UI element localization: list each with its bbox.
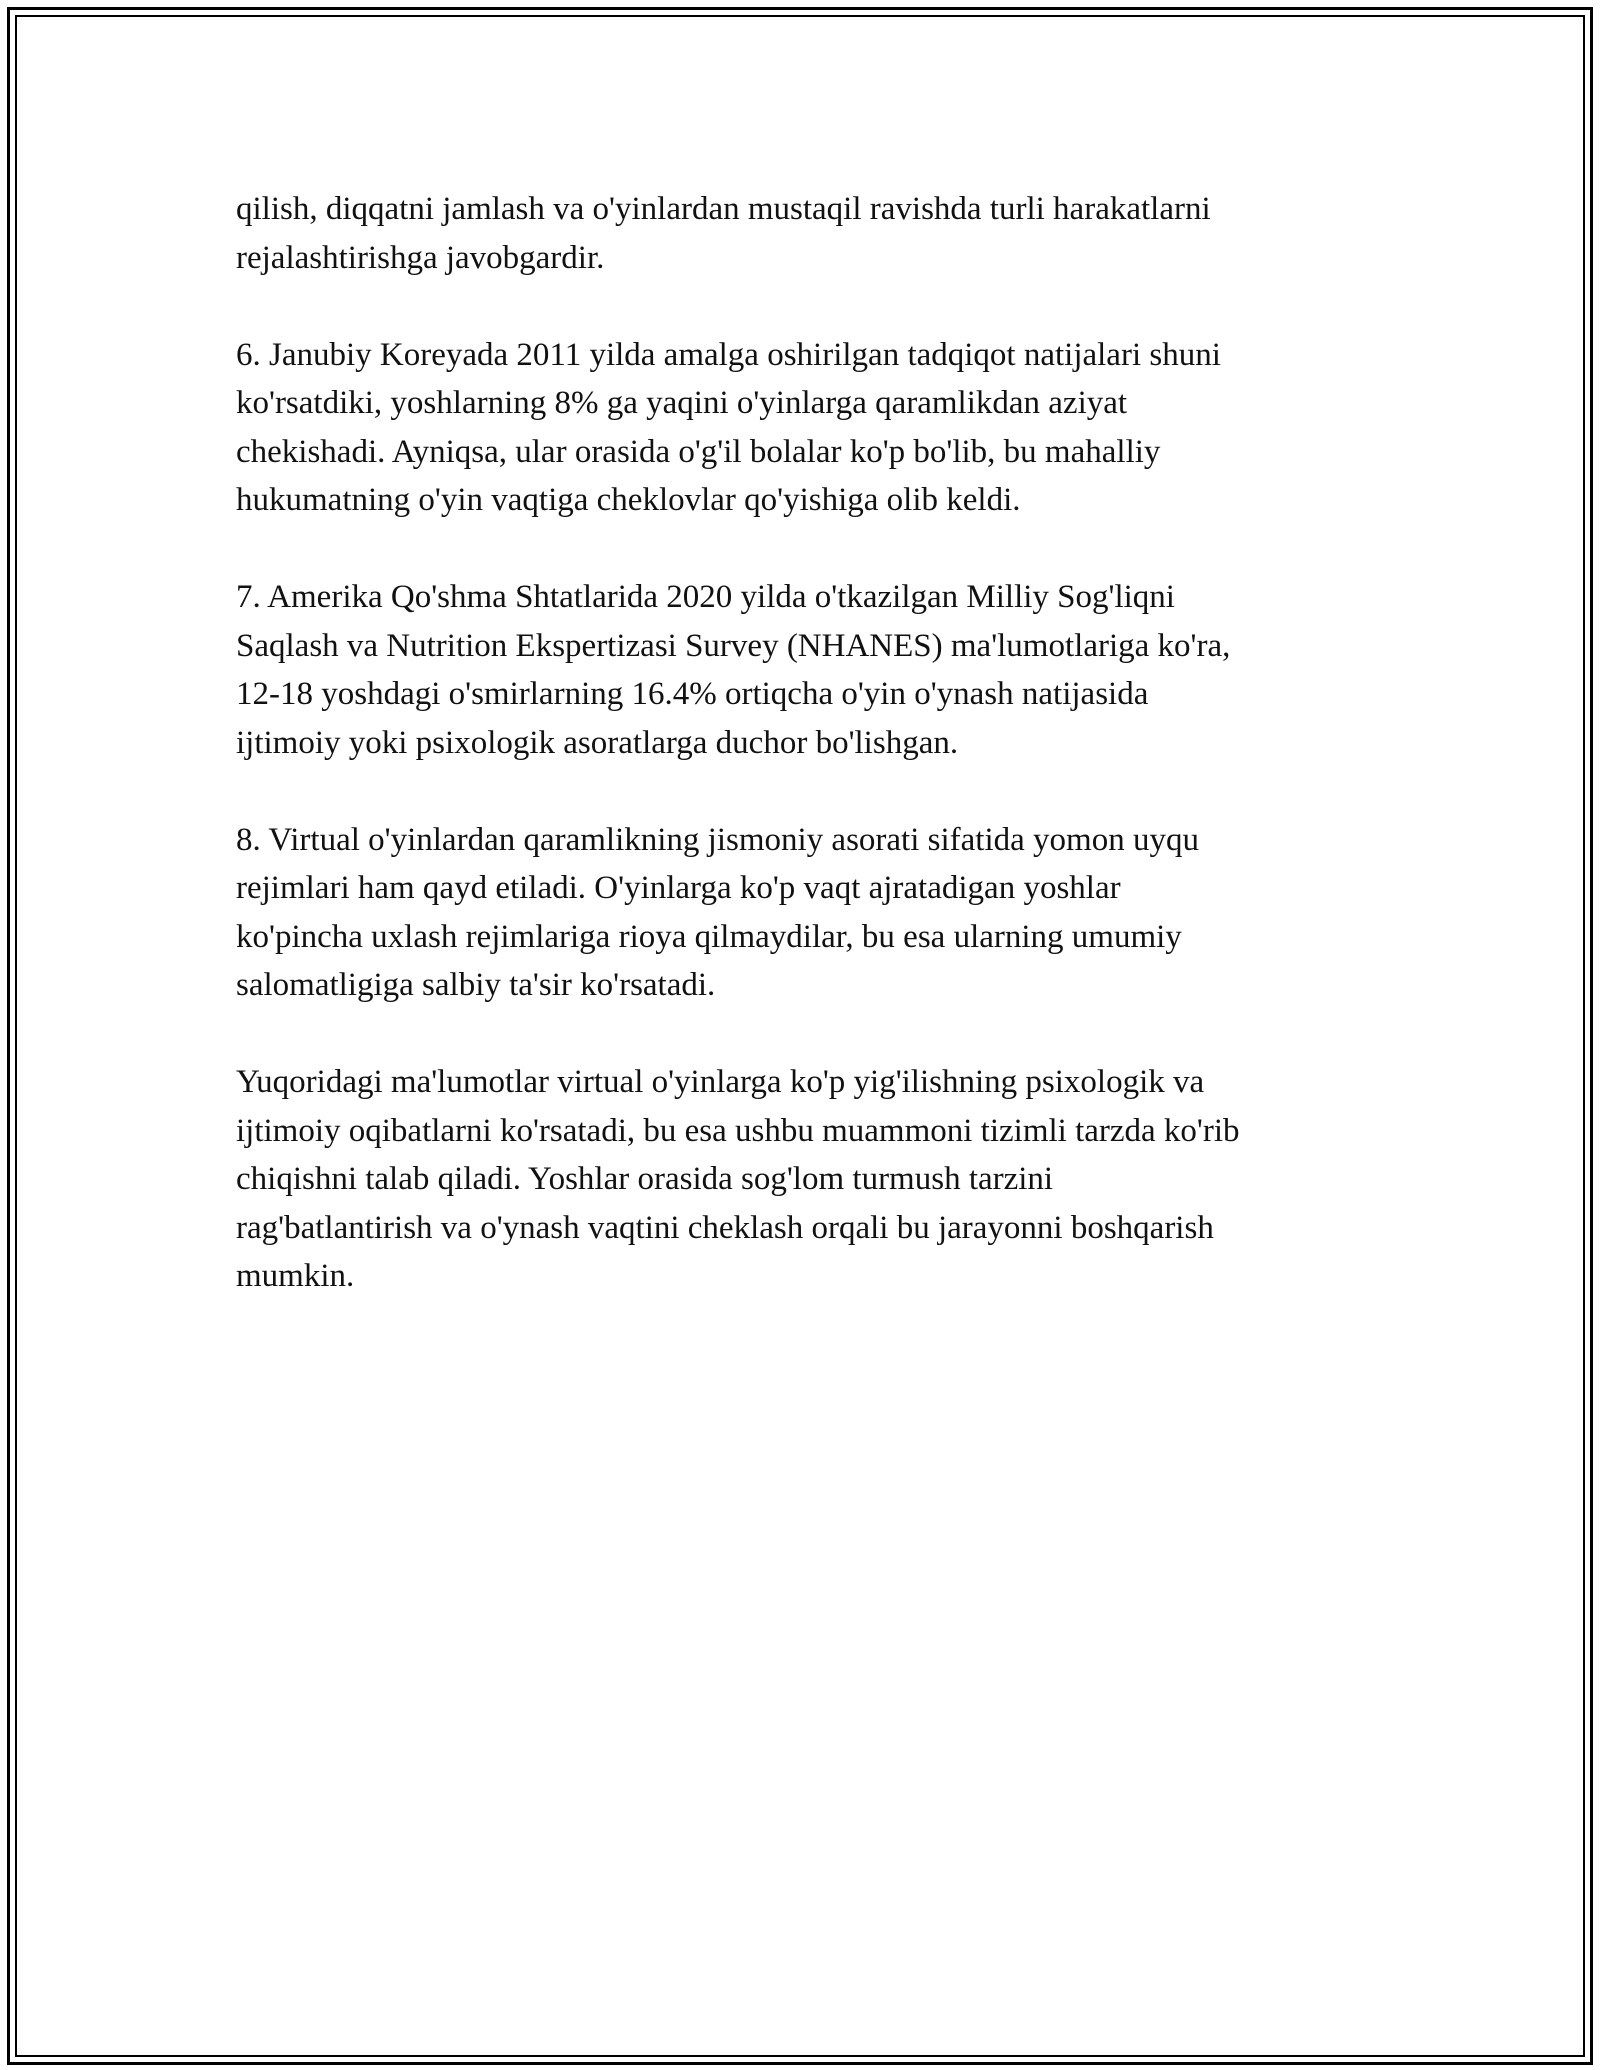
text-line: qilish, diqqatni jamlash va o'yinlardan mustaqil ravishda turli harakatlarni — [236, 191, 1211, 227]
text-line: 8. Virtual o'yinlardan qaramlikning jismoniy asorati sifatida yomon uyqu — [236, 821, 1199, 858]
text-line: rejimlari ham qayd etiladi. O'yinlarga ko'p vaqt ajratadigan yoshlar — [236, 870, 1121, 906]
text-line: chiqishni talab qiladi. Yoshlar orasida sog'lom turmush tarzini — [236, 1161, 1054, 1197]
paragraph-item-6 — [236, 331, 1366, 525]
text-line: chekishadi. Ayniqsa, ular orasida o'g'il bolalar ko'p bo'lib, bu mahalliy — [236, 433, 1161, 470]
text-line: mumkin. — [236, 1258, 355, 1294]
text-line: rejalashtirishga javobgardir. — [236, 239, 605, 276]
text-line: Yuqoridagi ma'lumotlar virtual o'yinlarga ko'p yig'ilishning psixologik va — [236, 1064, 1205, 1100]
document-body — [236, 185, 1366, 1349]
text-line: salomatligiga salbiy ta'sir ko'rsatadi. — [236, 967, 716, 1003]
text-line: hukumatning o'yin vaqtiga cheklovlar qo'yishiga olib keldi. — [236, 482, 1021, 518]
text-line: 6. Janubiy Koreyada 2011 yilda amalga oshirilgan tadqiqot natijalari shuni — [236, 336, 1221, 373]
paragraph-continuation — [236, 185, 1366, 282]
paragraph-item-8 — [236, 816, 1366, 1010]
text-line: Saqlash va Nutrition Ekspertizasi Survey (NHANES) ma'lumotlariga ko'ra, — [236, 627, 1231, 664]
text-line: ijtimoiy yoki psixologik asoratlarga duchor bo'lishgan. — [236, 724, 959, 761]
text-line: 12-18 yoshdagi o'smirlarning 16.4% ortiqcha o'yin o'ynash natijasida — [236, 676, 1149, 712]
paragraph-item-7 — [236, 573, 1366, 767]
paragraph-conclusion — [236, 1058, 1366, 1301]
text-line: ko'pincha uxlash rejimlariga rioya qilmaydilar, bu esa ularning umumiy — [236, 918, 1182, 955]
text-line: ijtimoiy oqibatlarni ko'rsatadi, bu esa ushbu muammoni tizimli tarzda ko'rib — [236, 1112, 1240, 1149]
text-line: rag'batlantirish va o'ynash vaqtini cheklash orqali bu jarayonni boshqarish — [236, 1209, 1214, 1246]
text-line: 7. Amerika Qo'shma Shtatlarida 2020 yilda o'tkazilgan Milliy Sog'liqni — [236, 579, 1175, 615]
text-line: ko'rsatdiki, yoshlarning 8% ga yaqini o'yinlarga qaramlikdan aziyat — [236, 385, 1128, 421]
